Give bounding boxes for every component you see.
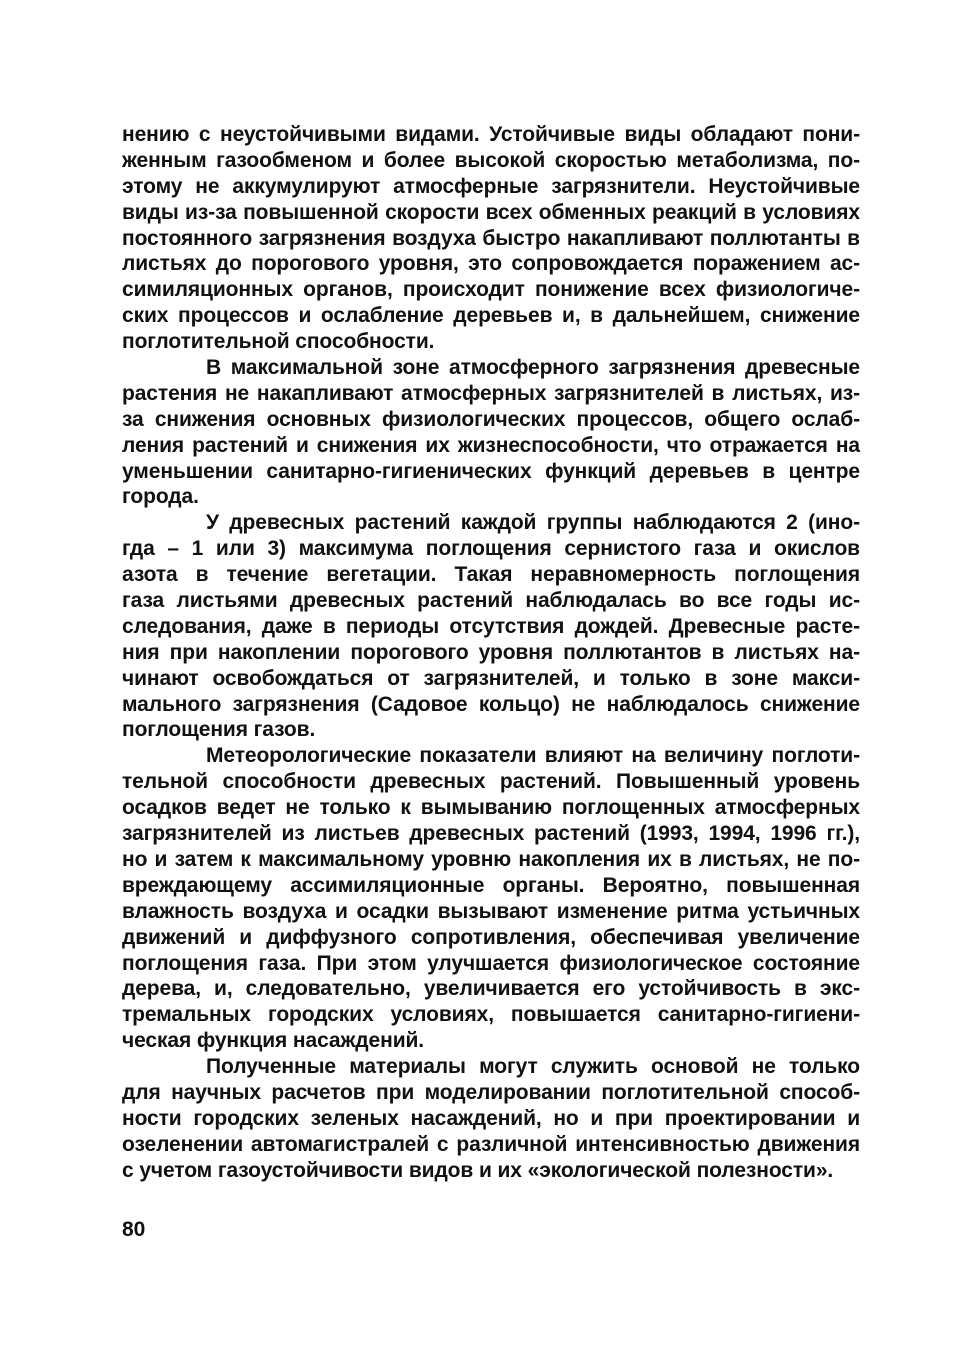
text-line: нению с неустойчивыми видами. Устойчивые виды обладают пони-: [122, 123, 860, 146]
text-line: загрязнителей из листьев древесных растений (1993, 1994, 1996 гг.),: [122, 822, 860, 846]
text-line: этому не аккумулируют атмосферные загрязнители. Неустойчивые: [122, 174, 860, 198]
text-line: У древесных растений каждой группы наблюдаются 2 (ино-: [206, 511, 860, 535]
text-line: дерева, и, следовательно, увеличивается его устойчивость в экс-: [122, 977, 860, 1001]
text-line: ности городских зеленых насаждений, но и при проектировании и: [122, 1106, 860, 1130]
paragraph-2: [122, 355, 860, 510]
text-line: ческая функция насаждений.: [122, 1029, 425, 1053]
text-line: гда – 1 или 3) максимума поглощения сернистого газа и окислов: [122, 537, 860, 561]
text-line: для научных расчетов при моделировании поглотительной способ-: [122, 1080, 860, 1104]
text-line: азота в течение вегетации. Такая неравномерность поглощения: [122, 563, 860, 587]
text-line: с учетом газоустойчивости видов и их «экологической полезности».: [122, 1158, 834, 1182]
text-line: поглощения газа. При этом улучшается физиологическое состояние: [122, 951, 860, 975]
text-line: поглощения газов.: [122, 718, 316, 742]
text-line: озеленении автомагистралей с различной интенсивностью движения: [122, 1132, 860, 1156]
text-line: но и затем к максимальному уровню накопления их в листьях, не по-: [122, 847, 860, 871]
text-line: тремальных городских условиях, повышается санитарно-гигиени-: [122, 1003, 860, 1027]
text-line: за снижения основных физиологических процессов, общего ослаб-: [122, 407, 860, 431]
paragraph-4: [122, 743, 860, 1054]
text-line: ления растений и снижения их жизнеспособности, что отражается на: [122, 433, 860, 457]
paragraph-1: [122, 122, 860, 355]
paragraph-3: [122, 510, 860, 743]
page-body: [122, 122, 860, 1242]
text-line: постоянного загрязнения воздуха быстро накапливают поллютанты в: [122, 226, 860, 250]
text-line: города.: [122, 485, 199, 509]
text-line: тельной способности древесных растений. Повышенный уровень: [122, 770, 860, 794]
text-line: Метеорологические показатели влияют на величину поглоти-: [206, 744, 860, 768]
text-line: следования, даже в периоды отсутствия дождей. Древесные расте-: [122, 614, 860, 638]
text-line: ния при накоплении порогового уровня поллютантов в листьях на-: [122, 640, 860, 664]
text-line: Полученные материалы могут служить основой не только: [206, 1055, 860, 1079]
text-line: листьях до порогового уровня, это сопровождается поражением ас-: [122, 252, 860, 276]
text-line: ских процессов и ослабление деревьев и, в дальнейшем, снижение: [122, 304, 860, 328]
text-line: симиляционных органов, происходит понижение всех физиологиче-: [122, 278, 860, 302]
text-line: движений и диффузного сопротивления, обеспечивая увеличение: [122, 925, 860, 949]
text-line: уменьшении санитарно-гигиенических функций деревьев в центре: [122, 459, 860, 483]
text-line: женным газообменом и более высокой скоростью метаболизма, по-: [122, 148, 860, 172]
text-line: вреждающему ассимиляционные органы. Вероятно, повышенная: [122, 873, 860, 897]
text-line: чинают освобождаться от загрязнителей, и только в зоне макси-: [122, 666, 860, 690]
text-line: влажность воздуха и осадки вызывают изменение ритма устьичных: [122, 899, 860, 923]
text-line: осадков ведет не только к вымыванию поглощенных атмосферных: [122, 796, 860, 820]
text-line: В максимальной зоне атмосферного загрязнения древесные: [206, 356, 860, 380]
text-line: поглотительной способности.: [122, 330, 435, 354]
text-line: газа листьями древесных растений наблюдалась во все годы ис-: [122, 589, 860, 613]
text-line: мального загрязнения (Садовое кольцо) не наблюдалось снижение: [122, 692, 860, 716]
page-number: 80: [122, 1218, 146, 1241]
paragraph-5: [122, 1054, 860, 1183]
text-line: виды из-за повышенной скорости всех обменных реакций в условиях: [122, 200, 860, 224]
text-line: растения не накапливают атмосферных загрязнителей в листьях, из-: [122, 381, 860, 405]
